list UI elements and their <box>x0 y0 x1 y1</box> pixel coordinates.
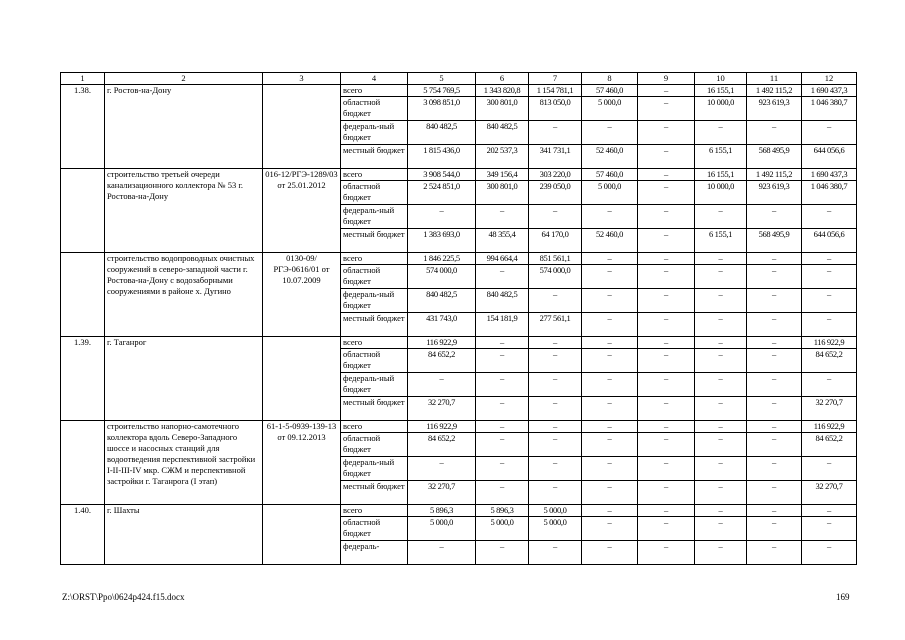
funding-source-cell: местный бюджет <box>341 145 408 169</box>
amount-cell: – <box>802 205 857 229</box>
amount-cell: 574 000,0 <box>529 265 582 289</box>
amount-cell: 5 000,0 <box>476 517 529 541</box>
amount-cell: 32 270,7 <box>802 481 857 505</box>
amount-cell: – <box>476 421 529 433</box>
amount-cell: – <box>476 349 529 373</box>
amount-cell: 202 537,3 <box>476 145 529 169</box>
amount-cell: 1 046 380,7 <box>802 97 857 121</box>
amount-cell: 3 098 851,0 <box>408 97 476 121</box>
funding-source-cell: областной бюджет <box>341 181 408 205</box>
amount-cell: – <box>695 457 747 481</box>
amount-cell: 644 056,6 <box>802 229 857 253</box>
amount-cell: – <box>582 481 638 505</box>
amount-cell: – <box>529 397 582 421</box>
program-table <box>60 72 857 565</box>
table-row <box>61 253 857 265</box>
amount-cell: – <box>747 337 802 349</box>
amount-cell: 116 922,9 <box>802 337 857 349</box>
amount-cell: – <box>695 289 747 313</box>
document-sheet <box>60 72 856 565</box>
amount-cell: 52 460,0 <box>582 229 638 253</box>
header-cell: 6 <box>476 73 529 85</box>
header-cell: 5 <box>408 73 476 85</box>
amount-cell: 840 482,5 <box>408 289 476 313</box>
object-name-cell: строительство водопроводных очистных сооружений в северо-западной части г. Ростова-на-Дону с водозаборными сооружениями в районе х. Дугино <box>105 253 263 337</box>
funding-source-cell: местный бюджет <box>341 229 408 253</box>
amount-cell: 1 815 436,0 <box>408 145 476 169</box>
header-cell: 11 <box>747 73 802 85</box>
amount-cell: – <box>582 205 638 229</box>
amount-cell: – <box>638 457 695 481</box>
amount-cell: 349 156,4 <box>476 169 529 181</box>
amount-cell: – <box>582 397 638 421</box>
amount-cell: – <box>747 397 802 421</box>
row-number-cell: 1.40. <box>61 505 105 565</box>
funding-source-cell: местный бюджет <box>341 481 408 505</box>
amount-cell: 84 652,2 <box>408 433 476 457</box>
amount-cell: 1 154 781,1 <box>529 85 582 97</box>
amount-cell: 923 619,3 <box>747 97 802 121</box>
amount-cell: – <box>638 97 695 121</box>
amount-cell: 16 155,1 <box>695 85 747 97</box>
amount-cell: – <box>802 253 857 265</box>
amount-cell: – <box>529 121 582 145</box>
amount-cell: 851 561,1 <box>529 253 582 265</box>
amount-cell: – <box>582 289 638 313</box>
amount-cell: – <box>638 85 695 97</box>
amount-cell: – <box>476 397 529 421</box>
amount-cell: 1 846 225,5 <box>408 253 476 265</box>
funding-source-cell: федераль-ный бюджет <box>341 121 408 145</box>
row-number-cell: 1.39. <box>61 337 105 421</box>
amount-cell: 840 482,5 <box>476 289 529 313</box>
amount-cell: – <box>476 433 529 457</box>
funding-source-cell: всего <box>341 169 408 181</box>
table-row <box>61 337 857 349</box>
amount-cell: – <box>582 265 638 289</box>
amount-cell: – <box>802 121 857 145</box>
amount-cell: 813 050,0 <box>529 97 582 121</box>
amount-cell: 840 482,5 <box>408 121 476 145</box>
amount-cell: – <box>408 541 476 565</box>
header-cell: 7 <box>529 73 582 85</box>
footer-file-path: Z:\ORST\Ppo\0624p424.f15.docx <box>62 592 185 602</box>
funding-source-cell: областной бюджет <box>341 433 408 457</box>
amount-cell: 10 000,0 <box>695 181 747 205</box>
amount-cell: – <box>695 205 747 229</box>
object-name-cell: г. Таганрог <box>105 337 263 421</box>
amount-cell: 644 056,6 <box>802 145 857 169</box>
amount-cell: 574 000,0 <box>408 265 476 289</box>
amount-cell: – <box>529 337 582 349</box>
amount-cell: – <box>476 457 529 481</box>
amount-cell: 57 460,0 <box>582 85 638 97</box>
amount-cell: – <box>802 265 857 289</box>
amount-cell: – <box>802 313 857 337</box>
amount-cell: – <box>638 517 695 541</box>
amount-cell: – <box>582 541 638 565</box>
amount-cell: 1 383 693,0 <box>408 229 476 253</box>
amount-cell: – <box>476 265 529 289</box>
amount-cell: – <box>638 181 695 205</box>
amount-cell: – <box>529 349 582 373</box>
amount-cell: – <box>529 457 582 481</box>
amount-cell: – <box>747 517 802 541</box>
funding-source-cell: областной бюджет <box>341 97 408 121</box>
table-row <box>61 85 857 97</box>
amount-cell: 32 270,7 <box>408 397 476 421</box>
amount-cell: – <box>582 373 638 397</box>
amount-cell: 840 482,5 <box>476 121 529 145</box>
amount-cell: – <box>638 205 695 229</box>
amount-cell: 1 690 437,3 <box>802 85 857 97</box>
amount-cell: – <box>695 349 747 373</box>
amount-cell: – <box>638 313 695 337</box>
amount-cell: 1 492 115,2 <box>747 169 802 181</box>
amount-cell: 154 181,9 <box>476 313 529 337</box>
page-number: 169 <box>836 592 850 602</box>
amount-cell: – <box>695 517 747 541</box>
amount-cell: 1 046 380,7 <box>802 181 857 205</box>
amount-cell: – <box>695 121 747 145</box>
amount-cell: 32 270,7 <box>802 397 857 421</box>
amount-cell: – <box>529 289 582 313</box>
funding-source-cell: федераль-ный бюджет <box>341 373 408 397</box>
amount-cell: – <box>802 373 857 397</box>
funding-source-cell: всего <box>341 85 408 97</box>
amount-cell: – <box>747 313 802 337</box>
amount-cell: – <box>695 505 747 517</box>
amount-cell: 277 561,1 <box>529 313 582 337</box>
amount-cell: 431 743,0 <box>408 313 476 337</box>
amount-cell: 994 664,4 <box>476 253 529 265</box>
amount-cell: 6 155,1 <box>695 145 747 169</box>
amount-cell: – <box>695 265 747 289</box>
amount-cell: 48 355,4 <box>476 229 529 253</box>
amount-cell: 84 652,2 <box>802 433 857 457</box>
amount-cell: – <box>638 541 695 565</box>
amount-cell: 116 922,9 <box>408 421 476 433</box>
table-body <box>61 73 857 565</box>
amount-cell: – <box>582 253 638 265</box>
amount-cell: 16 155,1 <box>695 169 747 181</box>
amount-cell: 52 460,0 <box>582 145 638 169</box>
amount-cell: – <box>695 313 747 337</box>
amount-cell: 568 495,9 <box>747 145 802 169</box>
amount-cell: – <box>529 541 582 565</box>
amount-cell: – <box>476 373 529 397</box>
amount-cell: 5 896,3 <box>476 505 529 517</box>
amount-cell: – <box>529 481 582 505</box>
amount-cell: 64 170,0 <box>529 229 582 253</box>
row-number-cell <box>61 253 105 337</box>
amount-cell: – <box>695 421 747 433</box>
amount-cell: – <box>476 337 529 349</box>
amount-cell: – <box>638 265 695 289</box>
amount-cell: – <box>476 205 529 229</box>
amount-cell: – <box>695 433 747 457</box>
column-number-header <box>61 73 857 85</box>
amount-cell: – <box>638 481 695 505</box>
amount-cell: 5 000,0 <box>529 505 582 517</box>
amount-cell: 6 155,1 <box>695 229 747 253</box>
amount-cell: 1 690 437,3 <box>802 169 857 181</box>
amount-cell: – <box>638 121 695 145</box>
row-number-cell <box>61 169 105 253</box>
object-name-cell: строительство третьей очереди канализационного коллектора № 53 г. Ростова-на-Дону <box>105 169 263 253</box>
header-cell: 9 <box>638 73 695 85</box>
amount-cell: – <box>802 505 857 517</box>
expertise-conclusion-cell: 016-12/РГЭ-1289/03 от 25.01.2012 <box>263 169 341 253</box>
amount-cell: 84 652,2 <box>802 349 857 373</box>
amount-cell: – <box>695 373 747 397</box>
amount-cell: – <box>529 373 582 397</box>
amount-cell: – <box>747 205 802 229</box>
header-cell: 1 <box>61 73 105 85</box>
amount-cell: – <box>408 373 476 397</box>
amount-cell: – <box>476 481 529 505</box>
amount-cell: 32 270,7 <box>408 481 476 505</box>
expertise-conclusion-cell: 61-1-5-0939-139-13 от 09.12.2013 <box>263 421 341 505</box>
amount-cell: 84 652,2 <box>408 349 476 373</box>
row-number-cell: 1.38. <box>61 85 105 169</box>
amount-cell: 1 492 115,2 <box>747 85 802 97</box>
amount-cell: – <box>582 457 638 481</box>
funding-source-cell: всего <box>341 505 408 517</box>
amount-cell: – <box>638 229 695 253</box>
amount-cell: 300 801,0 <box>476 181 529 205</box>
amount-cell: 5 754 769,5 <box>408 85 476 97</box>
expertise-conclusion-cell <box>263 337 341 421</box>
object-name-cell: г. Шахты <box>105 505 263 565</box>
amount-cell: – <box>476 541 529 565</box>
expertise-conclusion-cell: 0130-09/РГЭ-0616/01 от 10.07.2009 <box>263 253 341 337</box>
amount-cell: – <box>529 433 582 457</box>
amount-cell: 300 801,0 <box>476 97 529 121</box>
amount-cell: – <box>747 541 802 565</box>
amount-cell: – <box>582 337 638 349</box>
amount-cell: – <box>695 481 747 505</box>
expertise-conclusion-cell <box>263 505 341 565</box>
amount-cell: – <box>747 253 802 265</box>
amount-cell: – <box>638 145 695 169</box>
amount-cell: 5 000,0 <box>529 517 582 541</box>
amount-cell: 1 343 820,8 <box>476 85 529 97</box>
header-cell: 10 <box>695 73 747 85</box>
amount-cell: – <box>802 541 857 565</box>
amount-cell: – <box>747 421 802 433</box>
amount-cell: – <box>747 481 802 505</box>
amount-cell: – <box>638 253 695 265</box>
table-row <box>61 505 857 517</box>
amount-cell: – <box>802 517 857 541</box>
amount-cell: – <box>582 517 638 541</box>
amount-cell: – <box>638 289 695 313</box>
amount-cell: 3 908 544,0 <box>408 169 476 181</box>
amount-cell: – <box>747 373 802 397</box>
amount-cell: – <box>408 457 476 481</box>
amount-cell: 2 524 851,0 <box>408 181 476 205</box>
amount-cell: – <box>582 421 638 433</box>
amount-cell: 923 619,3 <box>747 181 802 205</box>
amount-cell: – <box>638 397 695 421</box>
amount-cell: – <box>638 337 695 349</box>
header-cell: 2 <box>105 73 263 85</box>
amount-cell: – <box>747 121 802 145</box>
amount-cell: 5 000,0 <box>582 97 638 121</box>
amount-cell: – <box>638 421 695 433</box>
amount-cell: – <box>695 337 747 349</box>
funding-source-cell: местный бюджет <box>341 397 408 421</box>
amount-cell: – <box>582 313 638 337</box>
funding-source-cell: областной бюджет <box>341 517 408 541</box>
amount-cell: – <box>582 505 638 517</box>
funding-source-cell: местный бюджет <box>341 313 408 337</box>
amount-cell: – <box>582 433 638 457</box>
amount-cell: 239 050,0 <box>529 181 582 205</box>
amount-cell: 5 896,3 <box>408 505 476 517</box>
amount-cell: – <box>695 397 747 421</box>
amount-cell: – <box>747 433 802 457</box>
amount-cell: – <box>638 349 695 373</box>
amount-cell: – <box>408 205 476 229</box>
funding-source-cell: всего <box>341 421 408 433</box>
table-row <box>61 421 857 433</box>
amount-cell: – <box>747 265 802 289</box>
amount-cell: 303 220,0 <box>529 169 582 181</box>
header-cell: 12 <box>802 73 857 85</box>
amount-cell: – <box>638 169 695 181</box>
amount-cell: – <box>529 205 582 229</box>
object-name-cell: строительство напорно-самотечного коллектора вдоль Северо-Западного шоссе и насосных станций для водоотведения перспективной застройки I-II-III-IV мкр. СЖМ и перспективной застройки г. Таганрога (I этап) <box>105 421 263 505</box>
amount-cell: – <box>695 541 747 565</box>
header-cell: 8 <box>582 73 638 85</box>
amount-cell: – <box>695 253 747 265</box>
funding-source-cell: федераль-ный бюджет <box>341 457 408 481</box>
amount-cell: – <box>802 289 857 313</box>
row-number-cell <box>61 421 105 505</box>
amount-cell: 341 731,1 <box>529 145 582 169</box>
funding-source-cell: федераль-ный бюджет <box>341 289 408 313</box>
amount-cell: – <box>747 349 802 373</box>
amount-cell: – <box>582 349 638 373</box>
amount-cell: 116 922,9 <box>408 337 476 349</box>
header-cell: 4 <box>341 73 408 85</box>
amount-cell: – <box>747 457 802 481</box>
header-cell: 3 <box>263 73 341 85</box>
amount-cell: – <box>638 433 695 457</box>
funding-source-cell: областной бюджет <box>341 265 408 289</box>
amount-cell: 10 000,0 <box>695 97 747 121</box>
amount-cell: – <box>802 457 857 481</box>
amount-cell: – <box>747 289 802 313</box>
funding-source-cell: всего <box>341 253 408 265</box>
amount-cell: 116 922,9 <box>802 421 857 433</box>
funding-source-cell: федераль-ный бюджет <box>341 205 408 229</box>
amount-cell: – <box>529 421 582 433</box>
amount-cell: 57 460,0 <box>582 169 638 181</box>
amount-cell: – <box>747 505 802 517</box>
object-name-cell: г. Ростов-на-Дону <box>105 85 263 169</box>
amount-cell: 5 000,0 <box>408 517 476 541</box>
funding-source-cell: федераль- <box>341 541 408 565</box>
table-row <box>61 169 857 181</box>
expertise-conclusion-cell <box>263 85 341 169</box>
amount-cell: 568 495,9 <box>747 229 802 253</box>
amount-cell: 5 000,0 <box>582 181 638 205</box>
amount-cell: – <box>582 121 638 145</box>
amount-cell: – <box>638 505 695 517</box>
funding-source-cell: всего <box>341 337 408 349</box>
amount-cell: – <box>638 373 695 397</box>
funding-source-cell: областной бюджет <box>341 349 408 373</box>
